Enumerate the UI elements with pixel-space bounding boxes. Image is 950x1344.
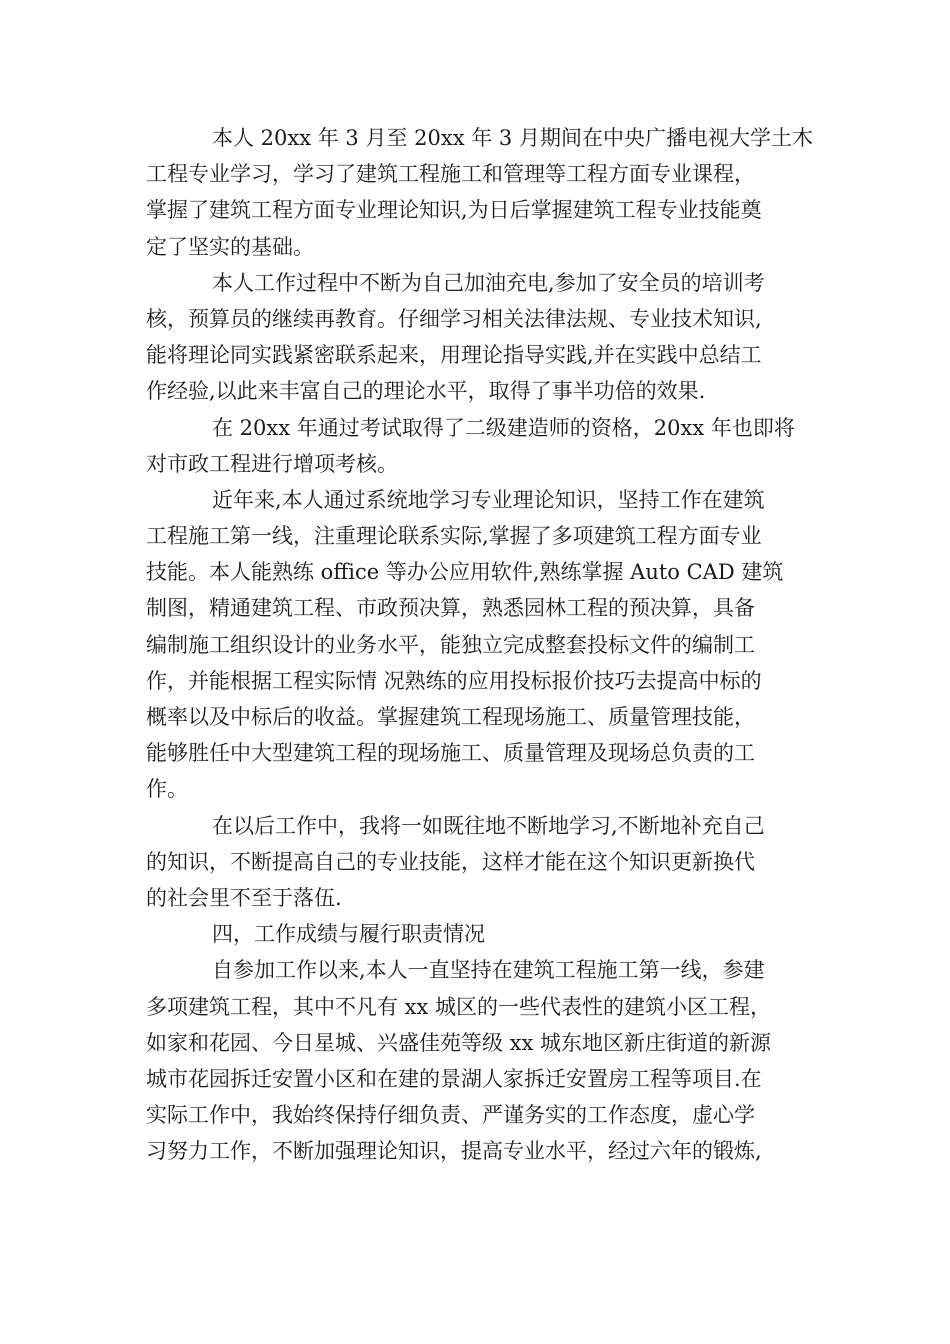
text-line: 概率以及中标后的收益。掌握建筑工程现场施工、质量管理技能， — [146, 705, 755, 729]
text-line: 近年来,本人通过系统地学习专业理论知识，坚持工作在建筑 — [212, 487, 765, 512]
text-line: 城市花园拆迁安置小区和在建的景湖人家拆迁安置房工程等项目.在 — [146, 1066, 762, 1091]
paragraph-training — [146, 265, 816, 410]
text-line: 多项建筑工程，其中不凡有 xx 城区的一些代表性的建筑小区工程， — [146, 994, 772, 1019]
text-line: 自参加工作以来,本人一直坚持在建筑工程施工第一线，参建 — [212, 958, 765, 983]
text-line: 如家和花园、今日星城、兴盛佳苑等级 xx 城东地区新庄街道的新源 — [146, 1030, 772, 1055]
text-line: 工程施工第一线，注重理论联系实际,掌握了多项建筑工程方面专业 — [146, 524, 762, 549]
text-line: 在以后工作中，我将一如既往地不断地学习,不断地补充自己 — [212, 813, 765, 838]
paragraph-study-background — [146, 120, 816, 265]
paragraph-qualification — [146, 410, 816, 482]
paragraph-achievements — [146, 952, 816, 1169]
text-line: 核，预算员的继续再教育。仔细学习相关法律法规、专业技术知识, — [146, 306, 762, 331]
text-line: 能将理论同实践紧密联系起来，用理论指导实践,并在实践中总结工 — [146, 343, 762, 368]
text-line: 编制施工组织设计的业务水平，能独立完成整套投标文件的编制工 — [146, 632, 755, 657]
section-heading — [146, 916, 816, 952]
text-line: 对市政工程进行增项考核。 — [146, 451, 398, 476]
text-line: 的知识，不断提高自己的专业技能，这样才能在这个知识更新换代 — [146, 849, 755, 874]
text-line: 定了坚实的基础。 — [146, 234, 314, 259]
text-line: 的社会里不至于落伍. — [146, 885, 342, 910]
text-line: 作，并能根据工程实际情 况熟练的应用投标报价技巧去提高中标的 — [146, 668, 762, 693]
text-line: 本人 20xx 年 3 月至 20xx 年 3 月期间在中央广播电视大学土木 — [212, 126, 813, 150]
text-line: 工程专业学习，学习了建筑工程施工和管理等工程方面专业课程， — [146, 162, 755, 187]
text-line: 能够胜任中大型建筑工程的现场施工、质量管理及现场总负责的工 — [146, 741, 755, 766]
text-line: 作。 — [146, 777, 188, 802]
paragraph-future-plan — [146, 808, 816, 917]
text-line: 作经验,以此来丰富自己的理论水平，取得了事半功倍的效果. — [146, 379, 706, 404]
heading-line: 四，工作成绩与履行职责情况 — [212, 922, 485, 947]
text-line: 技能。本人能熟练 office 等办公应用软件,熟练掌握 Auto CAD 建筑 — [146, 560, 784, 585]
text-line: 习努力工作，不断加强理论知识，提高专业水平，经过六年的锻炼, — [146, 1139, 762, 1164]
text-line: 本人工作过程中不断为自己加油充电,参加了安全员的培训考 — [212, 270, 765, 295]
text-line: 制图，精通建筑工程、市政预决算，熟悉园林工程的预决算，具备 — [146, 596, 755, 621]
text-line: 在 20xx 年通过考试取得了二级建造师的资格，20xx 年也即将 — [212, 415, 795, 440]
paragraph-skills — [146, 482, 816, 808]
document-body — [146, 120, 816, 1169]
text-line: 掌握了建筑工程方面专业理论知识,为日后掌握建筑工程专业技能奠 — [146, 198, 762, 223]
text-line: 实际工作中，我始终保持仔细负责、严谨务实的工作态度，虚心学 — [146, 1103, 755, 1128]
